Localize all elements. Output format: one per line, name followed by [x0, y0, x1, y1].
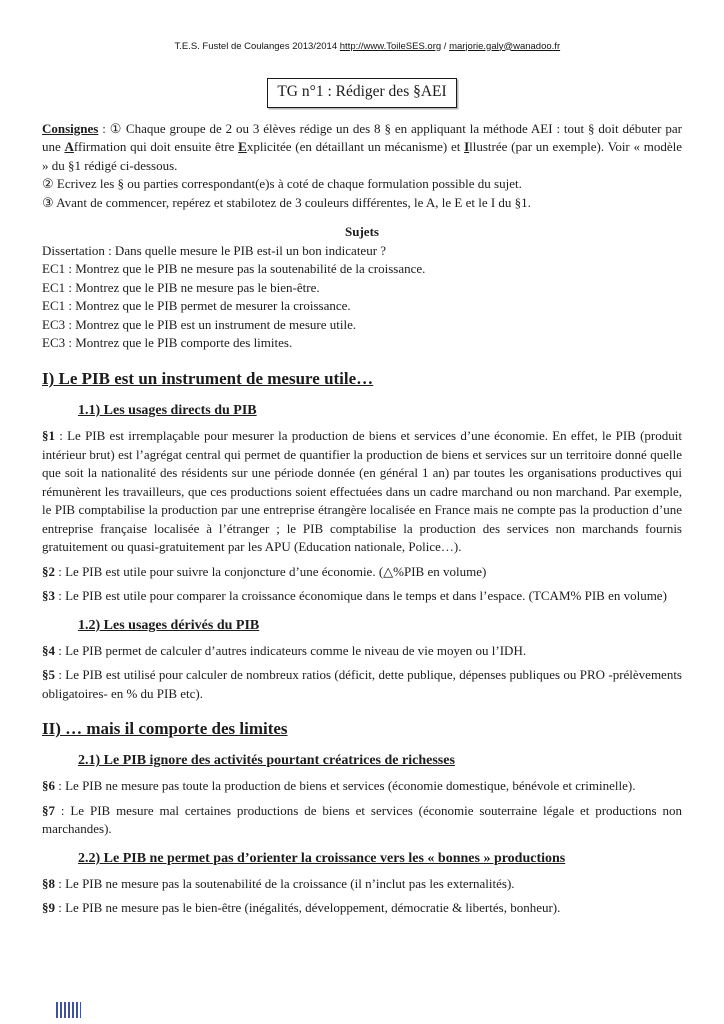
title-row	[42, 78, 682, 108]
consignes-letter-a: A	[64, 139, 74, 155]
paragraph-3-text: : Le PIB est utile pour comparer la croissance économique dans le temps et dans l’espace. (TCAM% PIB en volume)	[55, 588, 667, 604]
sujet-line-ec1-bien-etre: EC1 : Montrez que le PIB ne mesure pas le bien-être.	[42, 279, 320, 295]
consignes-letter-e: E	[238, 139, 247, 155]
paragraph-2-text: : Le PIB est utile pour suivre la conjoncture d’une économie. (△%PIB en volume)	[55, 563, 487, 579]
section-1-heading: I) Le PIB est un instrument de mesure utile…	[42, 368, 374, 388]
paragraph-7-text: : Le PIB mesure mal certaines productions de biens et services (économie souterraine légale et productions non marchandes).	[42, 802, 682, 837]
consignes-letter-i: I	[464, 139, 470, 155]
sujet-line-ec1-soutenabilite: EC1 : Montrez que le PIB ne mesure pas la soutenabilité de la croissance.	[42, 261, 426, 277]
header-website-link[interactable]: http://www.ToileSES.org	[339, 40, 442, 52]
paragraph-8-text: : Le PIB ne mesure pas la soutenabilité de la croissance (il n’inclut pas les externalités).	[55, 875, 515, 891]
page-title: TG n°1 : Rédiger des §AEI	[267, 78, 456, 108]
paragraph-4	[42, 642, 682, 661]
paragraph-2-label: §2	[42, 563, 55, 579]
paragraph-7	[42, 802, 682, 839]
document-header	[42, 26, 682, 67]
paragraph-8-label: §8	[42, 875, 55, 891]
paragraph-9-text: : Le PIB ne mesure pas le bien-être (inégalités, développement, démocratie & libertés, bonheur).	[55, 900, 561, 916]
subsection-2-1-heading: 2.1) Le PIB ignore des activités pourtant créatrices de richesses	[78, 753, 455, 769]
paragraph-6-text: : Le PIB ne mesure pas toute la production de biens et services (économie domestique, bénévole et criminelle).	[55, 778, 636, 794]
barcode-stamp	[56, 1002, 81, 1018]
consignes-item-3: ③ Avant de commencer, repérez et stabilotez de 3 couleurs différentes, le A, le E et le I du §1.	[42, 194, 531, 210]
consignes-item-1-text-c: xplicitée (en détaillant un mécanisme) et	[246, 139, 465, 155]
sujets-block	[42, 223, 682, 353]
paragraph-1-label: §1	[42, 428, 55, 444]
header-school-year: T.E.S. Fustel de Coulanges 2013/2014	[174, 40, 340, 52]
paragraph-1	[42, 427, 682, 557]
paragraph-4-label: §4	[42, 642, 55, 658]
subsection-2-2-heading: 2.2) Le PIB ne permet pas d’orienter la croissance vers les « bonnes » productions	[78, 850, 566, 866]
paragraph-5-label: §5	[42, 667, 55, 683]
consignes-item-1-text-d: llustrée (par un exemple). Voir « modèle » du §1 rédigé ci-dessous.	[42, 139, 682, 173]
header-separator: /	[441, 40, 450, 52]
paragraph-5-text: : Le PIB est utilisé pour calculer de nombreux ratios (déficit, dette publique, dépenses publiques ou PRO -prélèvements obligatoires- en % du PIB etc).	[42, 667, 682, 701]
section-2-heading: II) … mais il comporte des limites	[42, 719, 288, 739]
sujet-line-dissertation: Dissertation : Dans quelle mesure le PIB est-il un bon indicateur ?	[42, 242, 387, 258]
paragraph-7-label: §7	[42, 802, 55, 818]
consignes-label: Consignes	[42, 120, 99, 136]
consignes-item-1-text-b: ffirmation qui doit ensuite être	[73, 139, 239, 155]
paragraph-8	[42, 875, 682, 894]
paragraph-6	[42, 777, 682, 796]
sujets-title: Sujets	[345, 224, 379, 240]
consignes-colon: :	[98, 120, 110, 136]
paragraph-9	[42, 899, 682, 918]
paragraph-4-text: : Le PIB permet de calculer d’autres indicateurs comme le niveau de vie moyen ou l’IDH.	[55, 642, 527, 658]
paragraph-3	[42, 587, 682, 606]
paragraph-5	[42, 666, 682, 703]
paragraph-1-text: : Le PIB est irremplaçable pour mesurer la production de biens et services d’une économie. En effet, le PIB (produit intérieur brut) est l’agrégat central qui permet de quantifier la production de biens et services sur un territoire donné quelle que soit la nationalité des résidents sur une période donnée (en général 1 an) par toutes les organisations productives qui rémunèrent les travailleurs, que ces productions soient effectuées dans un cadre marchand ou non marchand. Par exemple, le PIB comptabilise la production par une entreprise étrangère localisée en France mais ne compte pas la production d’une entreprise française localisée à l’étranger ; le PIB comptabilise la production des services non marchands fournis gratuitement ou quasi-gratuitement par les APU (Education nationale, Police…).	[42, 428, 682, 555]
subsection-1-1-heading: 1.1) Les usages directs du PIB	[78, 403, 257, 419]
paragraph-2	[42, 563, 682, 582]
sujet-line-ec3-mesure-utile: EC3 : Montrez que le PIB est un instrument de mesure utile.	[42, 316, 357, 332]
sujet-line-ec3-limites: EC3 : Montrez que le PIB comporte des limites.	[42, 335, 293, 351]
consignes-block	[42, 120, 682, 213]
consignes-item-2: ② Ecrivez les § ou parties correspondant(e)s à coté de chaque formulation possible du sujet.	[42, 176, 522, 192]
paragraph-3-label: §3	[42, 588, 55, 604]
paragraph-6-label: §6	[42, 778, 55, 794]
subsection-1-2-heading: 1.2) Les usages dérivés du PIB	[78, 617, 260, 633]
consignes-item-1-text-a: ① Chaque groupe de 2 ou 3 élèves rédige un des 8 § en appliquant la méthode AEI : tout § doit débuter par une	[42, 120, 682, 155]
header-email-link[interactable]: marjorie.galy@wanadoo.fr	[449, 40, 561, 52]
consignes-item-1	[42, 120, 682, 176]
sujet-line-ec1-croissance: EC1 : Montrez que le PIB permet de mesurer la croissance.	[42, 298, 351, 314]
paragraph-9-label: §9	[42, 900, 55, 916]
